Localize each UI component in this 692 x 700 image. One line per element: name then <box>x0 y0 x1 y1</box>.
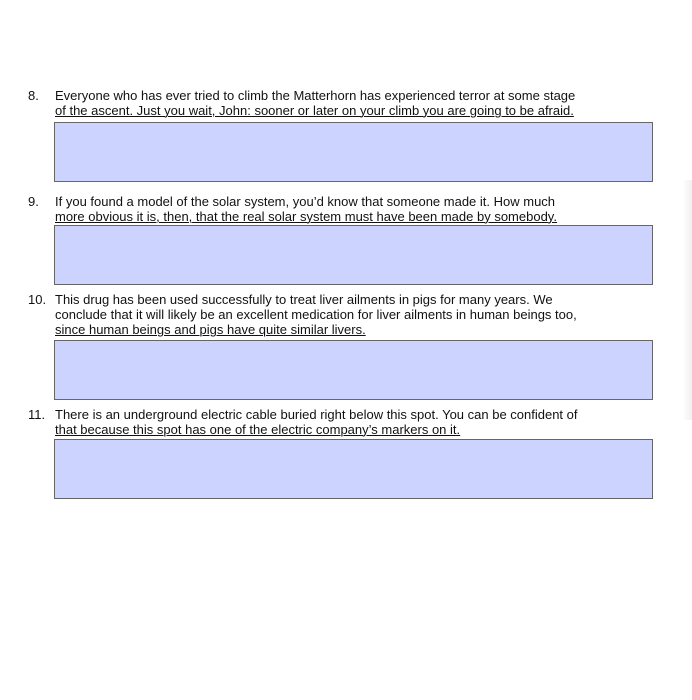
answer-box-8[interactable] <box>54 122 653 182</box>
question-line: Everyone who has ever tried to climb the Matterhorn has experienced terror at some stage <box>55 88 576 103</box>
question-10 <box>28 292 658 337</box>
question-number: 8. <box>28 88 39 103</box>
question-line: since human beings and pigs have quite similar livers. <box>55 322 366 337</box>
question-line: This drug has been used successfully to treat liver ailments in pigs for many years. We <box>55 292 553 307</box>
question-text <box>55 88 658 118</box>
question-line: If you found a model of the solar system, you’d know that someone made it. How much <box>55 194 556 209</box>
question-text <box>55 292 658 337</box>
answer-box-10[interactable] <box>54 340 653 400</box>
question-text <box>55 194 658 224</box>
question-9 <box>28 194 658 224</box>
question-line: more obvious it is, then, that the real solar system must have been made by somebody. <box>55 209 557 224</box>
page-edge-shadow <box>682 180 692 420</box>
question-number: 11. <box>28 407 46 422</box>
question-line: conclude that it will likely be an excellent medication for liver ailments in human beings too, <box>55 307 577 322</box>
question-line: There is an underground electric cable buried right below this spot. You can be confident of <box>55 407 578 422</box>
question-number: 9. <box>28 194 39 209</box>
question-line: that because this spot has one of the electric company’s markers on it. <box>55 422 461 437</box>
answer-box-11[interactable] <box>54 439 653 499</box>
question-line: of the ascent. Just you wait, John: sooner or later on your climb you are going to be afraid. <box>55 103 574 118</box>
question-8 <box>28 88 658 118</box>
answer-box-9[interactable] <box>54 225 653 285</box>
question-11 <box>28 407 658 437</box>
question-text <box>55 407 658 437</box>
question-number: 10. <box>28 292 47 307</box>
